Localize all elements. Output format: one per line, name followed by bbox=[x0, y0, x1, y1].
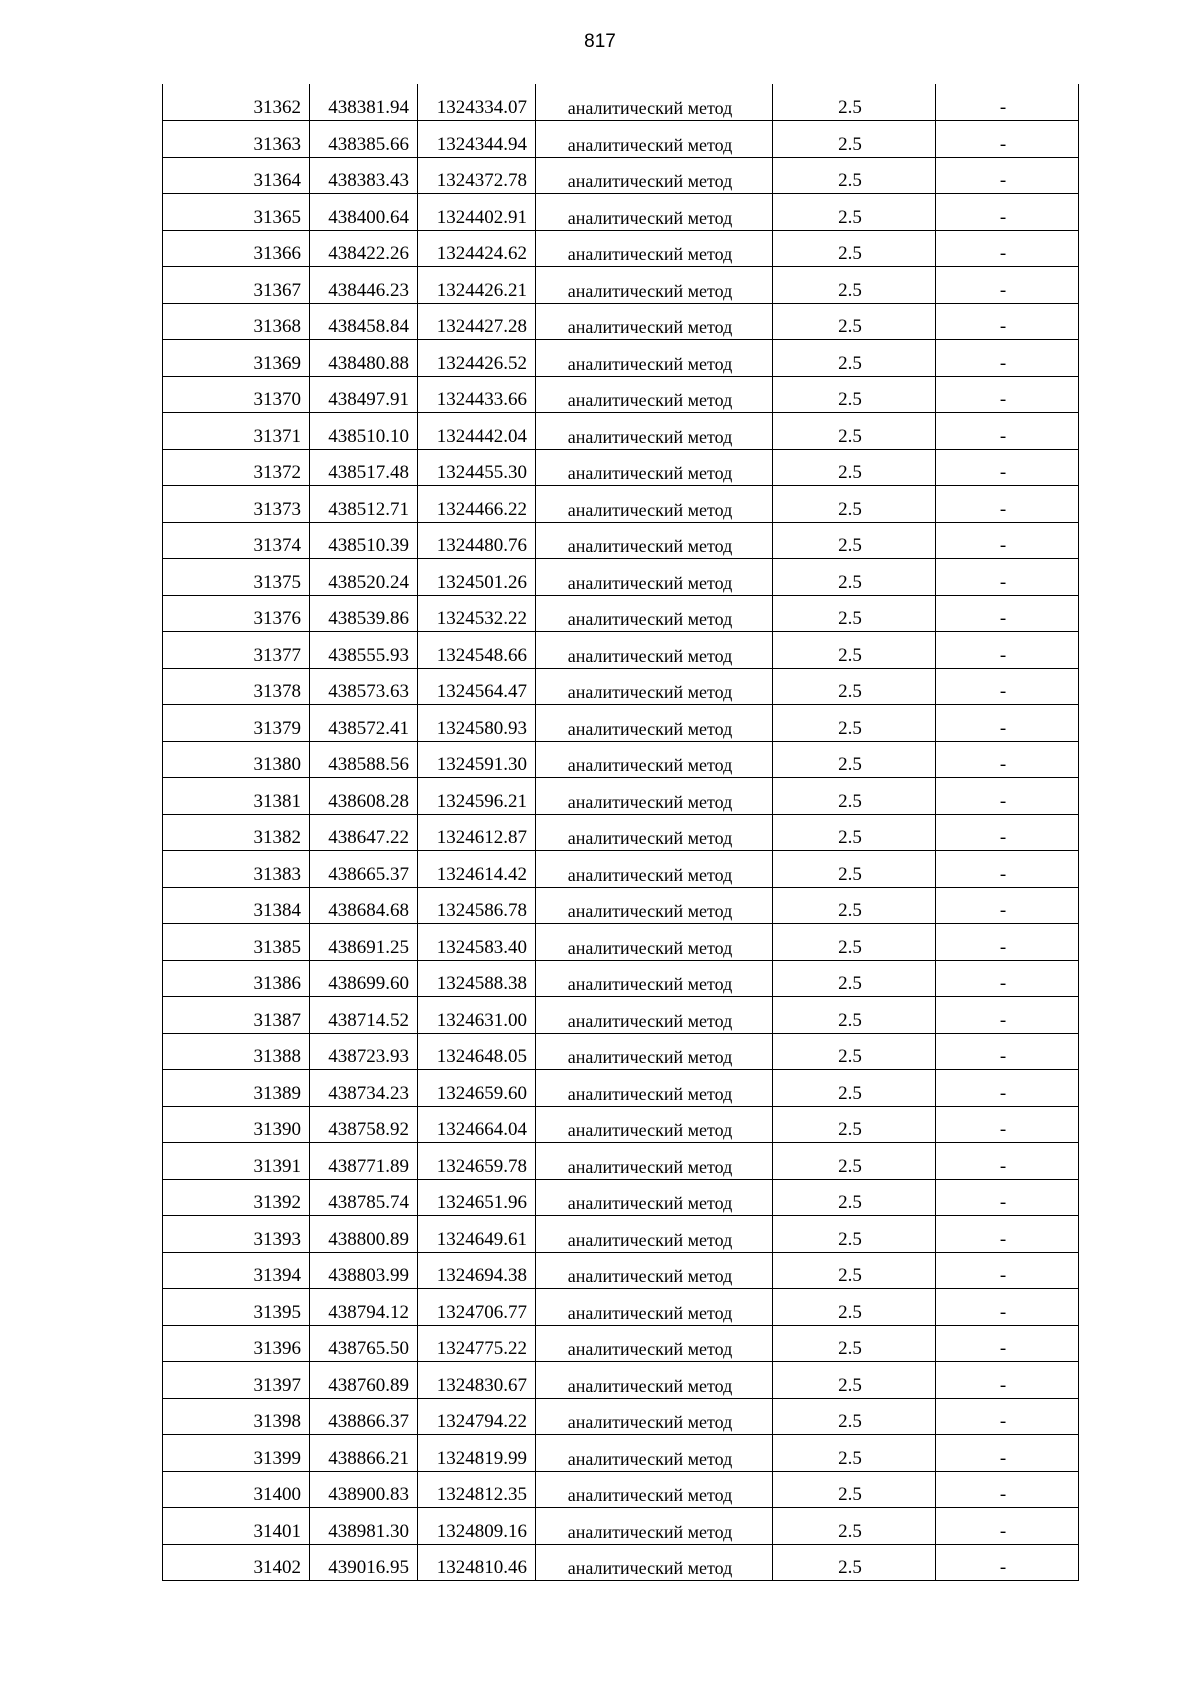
y-coordinate-cell: 1324706.77 bbox=[418, 1289, 536, 1326]
method-cell: аналитический метод bbox=[536, 1544, 773, 1581]
method-cell: аналитический метод bbox=[536, 1070, 773, 1107]
table-row bbox=[163, 1508, 1079, 1545]
method-cell: аналитический метод bbox=[536, 1398, 773, 1435]
note-cell: - bbox=[936, 84, 1079, 121]
note-cell: - bbox=[936, 1289, 1079, 1326]
accuracy-cell: 2.5 bbox=[773, 1106, 936, 1143]
accuracy-cell: 2.5 bbox=[773, 997, 936, 1034]
note-cell: - bbox=[936, 194, 1079, 231]
method-cell: аналитический метод bbox=[536, 449, 773, 486]
accuracy-cell: 2.5 bbox=[773, 1544, 936, 1581]
accuracy-cell: 2.5 bbox=[773, 559, 936, 596]
note-cell: - bbox=[936, 1179, 1079, 1216]
note-cell: - bbox=[936, 267, 1079, 304]
table-row bbox=[163, 1143, 1079, 1180]
method-cell: аналитический метод bbox=[536, 1362, 773, 1399]
table-row bbox=[163, 668, 1079, 705]
point-number-cell: 31369 bbox=[163, 340, 310, 377]
x-coordinate-cell: 438480.88 bbox=[310, 340, 418, 377]
table-row bbox=[163, 84, 1079, 121]
method-cell: аналитический метод bbox=[536, 705, 773, 742]
accuracy-cell: 2.5 bbox=[773, 778, 936, 815]
table-row bbox=[163, 960, 1079, 997]
y-coordinate-cell: 1324427.28 bbox=[418, 303, 536, 340]
point-number-cell: 31365 bbox=[163, 194, 310, 231]
x-coordinate-cell: 438758.92 bbox=[310, 1106, 418, 1143]
accuracy-cell: 2.5 bbox=[773, 1325, 936, 1362]
table-row bbox=[163, 778, 1079, 815]
y-coordinate-cell: 1324591.30 bbox=[418, 741, 536, 778]
table-row bbox=[163, 1179, 1079, 1216]
method-cell: аналитический метод bbox=[536, 1179, 773, 1216]
accuracy-cell: 2.5 bbox=[773, 522, 936, 559]
x-coordinate-cell: 439016.95 bbox=[310, 1544, 418, 1581]
method-cell: аналитический метод bbox=[536, 1289, 773, 1326]
accuracy-cell: 2.5 bbox=[773, 486, 936, 523]
method-cell: аналитический метод bbox=[536, 559, 773, 596]
x-coordinate-cell: 438539.86 bbox=[310, 595, 418, 632]
point-number-cell: 31366 bbox=[163, 230, 310, 267]
accuracy-cell: 2.5 bbox=[773, 413, 936, 450]
note-cell: - bbox=[936, 559, 1079, 596]
method-cell: аналитический метод bbox=[536, 230, 773, 267]
accuracy-cell: 2.5 bbox=[773, 303, 936, 340]
x-coordinate-cell: 438446.23 bbox=[310, 267, 418, 304]
y-coordinate-cell: 1324631.00 bbox=[418, 997, 536, 1034]
table-row bbox=[163, 303, 1079, 340]
accuracy-cell: 2.5 bbox=[773, 595, 936, 632]
method-cell: аналитический метод bbox=[536, 486, 773, 523]
note-cell: - bbox=[936, 887, 1079, 924]
table-row bbox=[163, 267, 1079, 304]
point-number-cell: 31380 bbox=[163, 741, 310, 778]
y-coordinate-cell: 1324659.60 bbox=[418, 1070, 536, 1107]
x-coordinate-cell: 438381.94 bbox=[310, 84, 418, 121]
accuracy-cell: 2.5 bbox=[773, 84, 936, 121]
method-cell: аналитический метод bbox=[536, 887, 773, 924]
table-row bbox=[163, 705, 1079, 742]
table-row bbox=[163, 1033, 1079, 1070]
point-number-cell: 31389 bbox=[163, 1070, 310, 1107]
method-cell: аналитический метод bbox=[536, 121, 773, 158]
point-number-cell: 31374 bbox=[163, 522, 310, 559]
accuracy-cell: 2.5 bbox=[773, 340, 936, 377]
y-coordinate-cell: 1324810.46 bbox=[418, 1544, 536, 1581]
x-coordinate-cell: 438383.43 bbox=[310, 157, 418, 194]
method-cell: аналитический метод bbox=[536, 1508, 773, 1545]
point-number-cell: 31373 bbox=[163, 486, 310, 523]
table-row bbox=[163, 194, 1079, 231]
y-coordinate-cell: 1324564.47 bbox=[418, 668, 536, 705]
accuracy-cell: 2.5 bbox=[773, 194, 936, 231]
point-number-cell: 31397 bbox=[163, 1362, 310, 1399]
point-number-cell: 31393 bbox=[163, 1216, 310, 1253]
table-row bbox=[163, 632, 1079, 669]
x-coordinate-cell: 438400.64 bbox=[310, 194, 418, 231]
table-row bbox=[163, 1289, 1079, 1326]
y-coordinate-cell: 1324614.42 bbox=[418, 851, 536, 888]
table-row bbox=[163, 1362, 1079, 1399]
note-cell: - bbox=[936, 741, 1079, 778]
note-cell: - bbox=[936, 376, 1079, 413]
table-row bbox=[163, 449, 1079, 486]
note-cell: - bbox=[936, 1398, 1079, 1435]
point-number-cell: 31391 bbox=[163, 1143, 310, 1180]
table-row bbox=[163, 1252, 1079, 1289]
x-coordinate-cell: 438866.21 bbox=[310, 1435, 418, 1472]
method-cell: аналитический метод bbox=[536, 1252, 773, 1289]
y-coordinate-cell: 1324588.38 bbox=[418, 960, 536, 997]
method-cell: аналитический метод bbox=[536, 924, 773, 961]
note-cell: - bbox=[936, 1143, 1079, 1180]
accuracy-cell: 2.5 bbox=[773, 632, 936, 669]
table-row bbox=[163, 413, 1079, 450]
method-cell: аналитический метод bbox=[536, 303, 773, 340]
coordinates-table bbox=[162, 84, 1079, 1581]
point-number-cell: 31364 bbox=[163, 157, 310, 194]
x-coordinate-cell: 438800.89 bbox=[310, 1216, 418, 1253]
method-cell: аналитический метод bbox=[536, 194, 773, 231]
note-cell: - bbox=[936, 1435, 1079, 1472]
note-cell: - bbox=[936, 705, 1079, 742]
accuracy-cell: 2.5 bbox=[773, 1289, 936, 1326]
point-number-cell: 31401 bbox=[163, 1508, 310, 1545]
point-number-cell: 31379 bbox=[163, 705, 310, 742]
point-number-cell: 31395 bbox=[163, 1289, 310, 1326]
note-cell: - bbox=[936, 486, 1079, 523]
method-cell: аналитический метод bbox=[536, 1325, 773, 1362]
point-number-cell: 31370 bbox=[163, 376, 310, 413]
point-number-cell: 31376 bbox=[163, 595, 310, 632]
x-coordinate-cell: 438647.22 bbox=[310, 814, 418, 851]
note-cell: - bbox=[936, 1508, 1079, 1545]
x-coordinate-cell: 438572.41 bbox=[310, 705, 418, 742]
accuracy-cell: 2.5 bbox=[773, 1143, 936, 1180]
table-row bbox=[163, 1216, 1079, 1253]
method-cell: аналитический метод bbox=[536, 632, 773, 669]
y-coordinate-cell: 1324651.96 bbox=[418, 1179, 536, 1216]
accuracy-cell: 2.5 bbox=[773, 1252, 936, 1289]
point-number-cell: 31394 bbox=[163, 1252, 310, 1289]
point-number-cell: 31386 bbox=[163, 960, 310, 997]
table-row bbox=[163, 1325, 1079, 1362]
point-number-cell: 31363 bbox=[163, 121, 310, 158]
note-cell: - bbox=[936, 1070, 1079, 1107]
accuracy-cell: 2.5 bbox=[773, 1508, 936, 1545]
accuracy-cell: 2.5 bbox=[773, 887, 936, 924]
table-row bbox=[163, 1398, 1079, 1435]
method-cell: аналитический метод bbox=[536, 851, 773, 888]
accuracy-cell: 2.5 bbox=[773, 1179, 936, 1216]
x-coordinate-cell: 438497.91 bbox=[310, 376, 418, 413]
note-cell: - bbox=[936, 121, 1079, 158]
note-cell: - bbox=[936, 924, 1079, 961]
table-row bbox=[163, 230, 1079, 267]
x-coordinate-cell: 438765.50 bbox=[310, 1325, 418, 1362]
point-number-cell: 31377 bbox=[163, 632, 310, 669]
x-coordinate-cell: 438691.25 bbox=[310, 924, 418, 961]
point-number-cell: 31375 bbox=[163, 559, 310, 596]
y-coordinate-cell: 1324334.07 bbox=[418, 84, 536, 121]
page-number: 817 bbox=[584, 31, 616, 52]
method-cell: аналитический метод bbox=[536, 1143, 773, 1180]
table-row bbox=[163, 851, 1079, 888]
table-row bbox=[163, 1544, 1079, 1581]
x-coordinate-cell: 438555.93 bbox=[310, 632, 418, 669]
accuracy-cell: 2.5 bbox=[773, 1398, 936, 1435]
y-coordinate-cell: 1324649.61 bbox=[418, 1216, 536, 1253]
table-row bbox=[163, 522, 1079, 559]
y-coordinate-cell: 1324648.05 bbox=[418, 1033, 536, 1070]
table-row bbox=[163, 486, 1079, 523]
y-coordinate-cell: 1324372.78 bbox=[418, 157, 536, 194]
point-number-cell: 31384 bbox=[163, 887, 310, 924]
note-cell: - bbox=[936, 1106, 1079, 1143]
table-row bbox=[163, 924, 1079, 961]
table-row bbox=[163, 741, 1079, 778]
method-cell: аналитический метод bbox=[536, 814, 773, 851]
x-coordinate-cell: 438771.89 bbox=[310, 1143, 418, 1180]
x-coordinate-cell: 438517.48 bbox=[310, 449, 418, 486]
point-number-cell: 31399 bbox=[163, 1435, 310, 1472]
method-cell: аналитический метод bbox=[536, 157, 773, 194]
note-cell: - bbox=[936, 960, 1079, 997]
table-row bbox=[163, 1106, 1079, 1143]
method-cell: аналитический метод bbox=[536, 340, 773, 377]
accuracy-cell: 2.5 bbox=[773, 741, 936, 778]
point-number-cell: 31398 bbox=[163, 1398, 310, 1435]
method-cell: аналитический метод bbox=[536, 1471, 773, 1508]
coordinates-table-body bbox=[163, 84, 1079, 1581]
accuracy-cell: 2.5 bbox=[773, 267, 936, 304]
accuracy-cell: 2.5 bbox=[773, 668, 936, 705]
note-cell: - bbox=[936, 1216, 1079, 1253]
method-cell: аналитический метод bbox=[536, 1435, 773, 1472]
point-number-cell: 31362 bbox=[163, 84, 310, 121]
x-coordinate-cell: 438510.10 bbox=[310, 413, 418, 450]
accuracy-cell: 2.5 bbox=[773, 449, 936, 486]
point-number-cell: 31381 bbox=[163, 778, 310, 815]
x-coordinate-cell: 438512.71 bbox=[310, 486, 418, 523]
accuracy-cell: 2.5 bbox=[773, 814, 936, 851]
note-cell: - bbox=[936, 1325, 1079, 1362]
accuracy-cell: 2.5 bbox=[773, 924, 936, 961]
y-coordinate-cell: 1324466.22 bbox=[418, 486, 536, 523]
method-cell: аналитический метод bbox=[536, 413, 773, 450]
point-number-cell: 31383 bbox=[163, 851, 310, 888]
method-cell: аналитический метод bbox=[536, 84, 773, 121]
note-cell: - bbox=[936, 997, 1079, 1034]
x-coordinate-cell: 438785.74 bbox=[310, 1179, 418, 1216]
y-coordinate-cell: 1324426.52 bbox=[418, 340, 536, 377]
x-coordinate-cell: 438900.83 bbox=[310, 1471, 418, 1508]
accuracy-cell: 2.5 bbox=[773, 705, 936, 742]
x-coordinate-cell: 438385.66 bbox=[310, 121, 418, 158]
note-cell: - bbox=[936, 230, 1079, 267]
y-coordinate-cell: 1324664.04 bbox=[418, 1106, 536, 1143]
y-coordinate-cell: 1324480.76 bbox=[418, 522, 536, 559]
note-cell: - bbox=[936, 1362, 1079, 1399]
method-cell: аналитический метод bbox=[536, 376, 773, 413]
point-number-cell: 31387 bbox=[163, 997, 310, 1034]
note-cell: - bbox=[936, 522, 1079, 559]
x-coordinate-cell: 438699.60 bbox=[310, 960, 418, 997]
y-coordinate-cell: 1324586.78 bbox=[418, 887, 536, 924]
accuracy-cell: 2.5 bbox=[773, 1070, 936, 1107]
note-cell: - bbox=[936, 1252, 1079, 1289]
method-cell: аналитический метод bbox=[536, 522, 773, 559]
x-coordinate-cell: 438760.89 bbox=[310, 1362, 418, 1399]
method-cell: аналитический метод bbox=[536, 668, 773, 705]
y-coordinate-cell: 1324794.22 bbox=[418, 1398, 536, 1435]
table-row bbox=[163, 997, 1079, 1034]
note-cell: - bbox=[936, 668, 1079, 705]
x-coordinate-cell: 438714.52 bbox=[310, 997, 418, 1034]
table-row bbox=[163, 1471, 1079, 1508]
method-cell: аналитический метод bbox=[536, 741, 773, 778]
note-cell: - bbox=[936, 778, 1079, 815]
note-cell: - bbox=[936, 449, 1079, 486]
point-number-cell: 31371 bbox=[163, 413, 310, 450]
y-coordinate-cell: 1324583.40 bbox=[418, 924, 536, 961]
point-number-cell: 31382 bbox=[163, 814, 310, 851]
accuracy-cell: 2.5 bbox=[773, 1362, 936, 1399]
accuracy-cell: 2.5 bbox=[773, 1471, 936, 1508]
x-coordinate-cell: 438794.12 bbox=[310, 1289, 418, 1326]
point-number-cell: 31378 bbox=[163, 668, 310, 705]
table-row bbox=[163, 595, 1079, 632]
y-coordinate-cell: 1324433.66 bbox=[418, 376, 536, 413]
x-coordinate-cell: 438684.68 bbox=[310, 887, 418, 924]
point-number-cell: 31367 bbox=[163, 267, 310, 304]
table-row bbox=[163, 376, 1079, 413]
x-coordinate-cell: 438723.93 bbox=[310, 1033, 418, 1070]
note-cell: - bbox=[936, 413, 1079, 450]
point-number-cell: 31372 bbox=[163, 449, 310, 486]
x-coordinate-cell: 438422.26 bbox=[310, 230, 418, 267]
point-number-cell: 31392 bbox=[163, 1179, 310, 1216]
x-coordinate-cell: 438520.24 bbox=[310, 559, 418, 596]
y-coordinate-cell: 1324819.99 bbox=[418, 1435, 536, 1472]
note-cell: - bbox=[936, 340, 1079, 377]
note-cell: - bbox=[936, 632, 1079, 669]
y-coordinate-cell: 1324501.26 bbox=[418, 559, 536, 596]
y-coordinate-cell: 1324775.22 bbox=[418, 1325, 536, 1362]
y-coordinate-cell: 1324694.38 bbox=[418, 1252, 536, 1289]
y-coordinate-cell: 1324532.22 bbox=[418, 595, 536, 632]
accuracy-cell: 2.5 bbox=[773, 1033, 936, 1070]
note-cell: - bbox=[936, 595, 1079, 632]
x-coordinate-cell: 438665.37 bbox=[310, 851, 418, 888]
accuracy-cell: 2.5 bbox=[773, 851, 936, 888]
x-coordinate-cell: 438458.84 bbox=[310, 303, 418, 340]
method-cell: аналитический метод bbox=[536, 595, 773, 632]
accuracy-cell: 2.5 bbox=[773, 1216, 936, 1253]
method-cell: аналитический метод bbox=[536, 778, 773, 815]
table-row bbox=[163, 814, 1079, 851]
x-coordinate-cell: 438734.23 bbox=[310, 1070, 418, 1107]
y-coordinate-cell: 1324612.87 bbox=[418, 814, 536, 851]
note-cell: - bbox=[936, 851, 1079, 888]
accuracy-cell: 2.5 bbox=[773, 960, 936, 997]
y-coordinate-cell: 1324442.04 bbox=[418, 413, 536, 450]
x-coordinate-cell: 438588.56 bbox=[310, 741, 418, 778]
table-row bbox=[163, 157, 1079, 194]
accuracy-cell: 2.5 bbox=[773, 230, 936, 267]
accuracy-cell: 2.5 bbox=[773, 376, 936, 413]
accuracy-cell: 2.5 bbox=[773, 1435, 936, 1472]
note-cell: - bbox=[936, 1544, 1079, 1581]
x-coordinate-cell: 438510.39 bbox=[310, 522, 418, 559]
y-coordinate-cell: 1324424.62 bbox=[418, 230, 536, 267]
y-coordinate-cell: 1324830.67 bbox=[418, 1362, 536, 1399]
table-row bbox=[163, 887, 1079, 924]
method-cell: аналитический метод bbox=[536, 1106, 773, 1143]
table-row bbox=[163, 1070, 1079, 1107]
y-coordinate-cell: 1324402.91 bbox=[418, 194, 536, 231]
note-cell: - bbox=[936, 814, 1079, 851]
table-row bbox=[163, 559, 1079, 596]
y-coordinate-cell: 1324548.66 bbox=[418, 632, 536, 669]
table-row bbox=[163, 340, 1079, 377]
note-cell: - bbox=[936, 157, 1079, 194]
table-row bbox=[163, 1435, 1079, 1472]
x-coordinate-cell: 438608.28 bbox=[310, 778, 418, 815]
y-coordinate-cell: 1324344.94 bbox=[418, 121, 536, 158]
y-coordinate-cell: 1324455.30 bbox=[418, 449, 536, 486]
x-coordinate-cell: 438866.37 bbox=[310, 1398, 418, 1435]
method-cell: аналитический метод bbox=[536, 960, 773, 997]
y-coordinate-cell: 1324812.35 bbox=[418, 1471, 536, 1508]
y-coordinate-cell: 1324426.21 bbox=[418, 267, 536, 304]
point-number-cell: 31390 bbox=[163, 1106, 310, 1143]
point-number-cell: 31402 bbox=[163, 1544, 310, 1581]
point-number-cell: 31396 bbox=[163, 1325, 310, 1362]
accuracy-cell: 2.5 bbox=[773, 121, 936, 158]
y-coordinate-cell: 1324809.16 bbox=[418, 1508, 536, 1545]
accuracy-cell: 2.5 bbox=[773, 157, 936, 194]
note-cell: - bbox=[936, 1471, 1079, 1508]
y-coordinate-cell: 1324659.78 bbox=[418, 1143, 536, 1180]
x-coordinate-cell: 438803.99 bbox=[310, 1252, 418, 1289]
point-number-cell: 31400 bbox=[163, 1471, 310, 1508]
method-cell: аналитический метод bbox=[536, 267, 773, 304]
point-number-cell: 31388 bbox=[163, 1033, 310, 1070]
y-coordinate-cell: 1324596.21 bbox=[418, 778, 536, 815]
note-cell: - bbox=[936, 303, 1079, 340]
table-row bbox=[163, 121, 1079, 158]
x-coordinate-cell: 438573.63 bbox=[310, 668, 418, 705]
x-coordinate-cell: 438981.30 bbox=[310, 1508, 418, 1545]
point-number-cell: 31385 bbox=[163, 924, 310, 961]
method-cell: аналитический метод bbox=[536, 1216, 773, 1253]
method-cell: аналитический метод bbox=[536, 997, 773, 1034]
method-cell: аналитический метод bbox=[536, 1033, 773, 1070]
point-number-cell: 31368 bbox=[163, 303, 310, 340]
note-cell: - bbox=[936, 1033, 1079, 1070]
y-coordinate-cell: 1324580.93 bbox=[418, 705, 536, 742]
